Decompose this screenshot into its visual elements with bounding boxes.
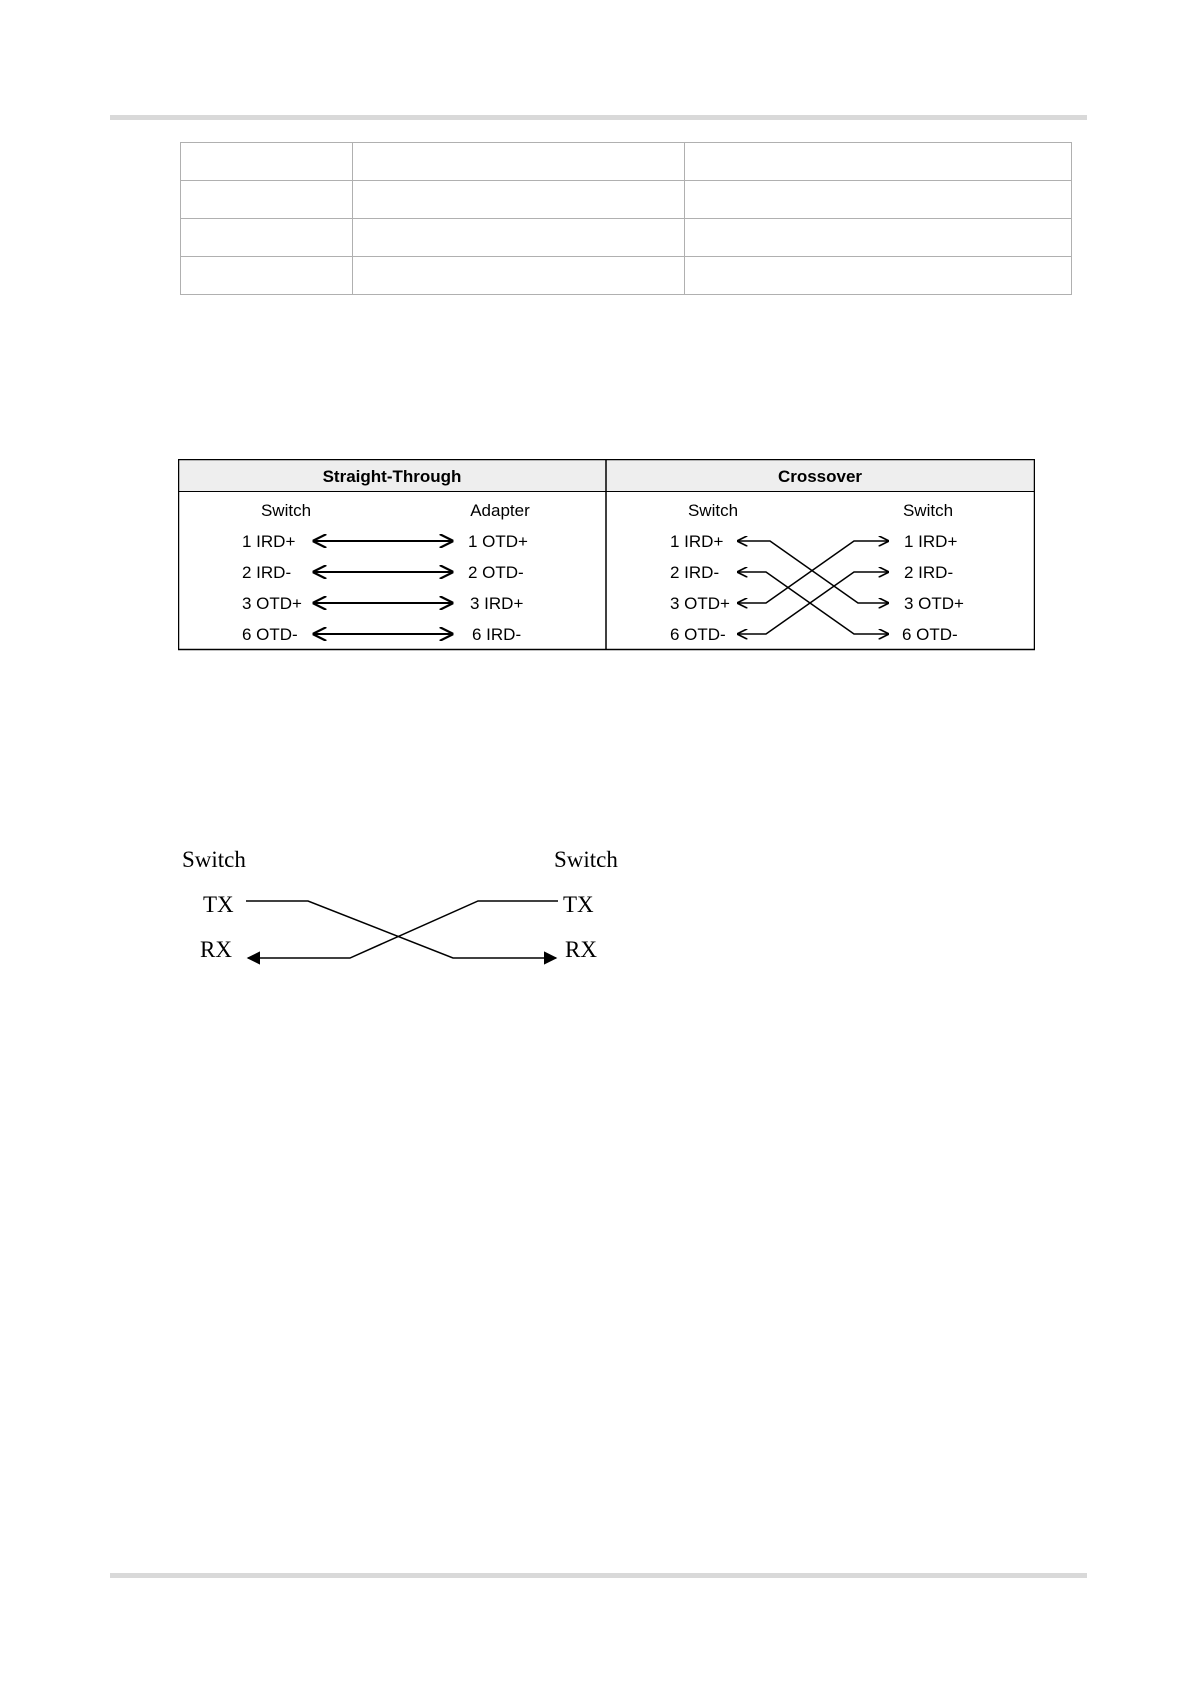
table-cell [352, 143, 685, 181]
table-cell [181, 181, 353, 219]
crossover-right-pin: 2 IRD- [904, 563, 954, 582]
straight-right-pin: 3 IRD+ [470, 594, 524, 613]
crossover-right-pin: 1 IRD+ [904, 532, 958, 551]
straight-through-title: Straight-Through [322, 467, 462, 486]
table-row [181, 219, 1072, 257]
left-tx-label: TX [203, 892, 234, 917]
empty-table [180, 142, 1072, 295]
straight-left-pin: 1 IRD+ [242, 532, 296, 551]
table-cell [181, 257, 353, 295]
left-rx-label: RX [200, 937, 232, 962]
table-cell [352, 257, 685, 295]
table-cell [352, 181, 685, 219]
straight-left-header: Switch [260, 501, 312, 520]
tx-to-rx-wire [246, 901, 556, 958]
right-device-label: Switch [554, 847, 618, 872]
table-row [181, 257, 1072, 295]
right-rx-label: RX [565, 937, 597, 962]
straight-right-header: Adapter [470, 501, 530, 520]
footer-rule [110, 1573, 1087, 1578]
table-cell [685, 257, 1072, 295]
straight-left-pin: 3 OTD+ [242, 594, 302, 613]
crossover-right-pin: 6 OTD- [902, 625, 958, 644]
crossover-right-pin: 3 OTD+ [904, 594, 964, 613]
table-cell [181, 143, 353, 181]
right-tx-label: TX [563, 892, 594, 917]
crossover-title: Crossover [777, 467, 863, 486]
crossover-left-pin: 2 IRD- [670, 563, 720, 582]
table-cell [352, 219, 685, 257]
table-cell [181, 219, 353, 257]
straight-right-pin: 1 OTD+ [468, 532, 528, 551]
table-cell [685, 219, 1072, 257]
straight-right-pin: 6 IRD- [472, 625, 522, 644]
cable-wiring-diagram [178, 459, 1035, 651]
header-rule [110, 115, 1087, 120]
crossover-left-header: Switch [687, 501, 739, 520]
crossover-left-pin: 6 OTD- [670, 625, 726, 644]
straight-right-pin: 2 OTD- [468, 563, 524, 582]
table-row [181, 181, 1072, 219]
table-cell [685, 181, 1072, 219]
straight-left-pin: 2 IRD- [242, 563, 292, 582]
straight-left-pin: 6 OTD- [242, 625, 298, 644]
table-row [181, 143, 1072, 181]
crossover-right-header: Switch [902, 501, 954, 520]
crossover-left-pin: 3 OTD+ [670, 594, 730, 613]
tx-rx-crossover-diagram [178, 845, 638, 975]
tx-to-rx-wire [248, 901, 558, 958]
table-cell [685, 143, 1072, 181]
crossover-left-pin: 1 IRD+ [670, 532, 724, 551]
left-device-label: Switch [182, 847, 246, 872]
